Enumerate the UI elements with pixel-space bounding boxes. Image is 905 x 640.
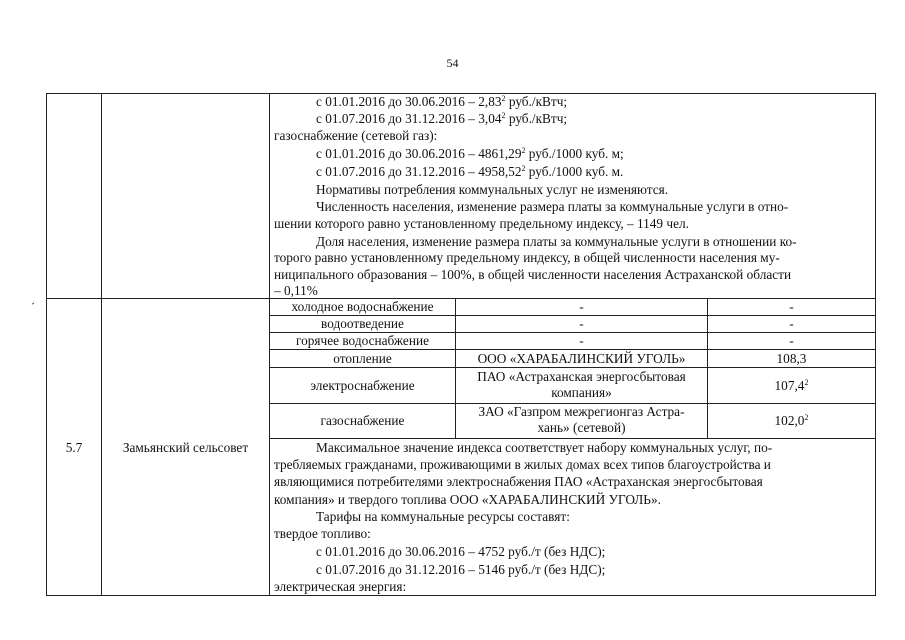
supplier-name: ПАО «Астраханская энергосбытовая компания»: [477, 369, 686, 400]
service-name: холодное водоснабжение: [291, 299, 434, 314]
row-number: 5.7: [65, 440, 83, 455]
solid-fuel-tariff-2: с 01.07.2016 до 31.12.2016 – 5146 руб./т (без НДС);: [316, 562, 606, 577]
gas-heading: газоснабжение (сетевой газ):: [274, 128, 438, 143]
subtable-row-6: [269, 438, 876, 439]
table-border-bottom: [46, 595, 876, 596]
supplier-name: -: [579, 333, 584, 348]
electric-tariff-line-2: с 01.07.2016 до 31.12.2016 – 3,04$^2$ руб./кВтч;: [316, 111, 568, 126]
share-text-3: ниципального образования – 100%, в общей численности населения Астраханской области: [274, 267, 792, 282]
service-name: газоснабжение: [320, 413, 405, 428]
max-index-text-2: требляемых гражданами, проживающими в жилых домах всех типов благоустройства и: [274, 457, 771, 472]
gas-tariff-line-2: с 01.07.2016 до 31.12.2016 – 4958,52$^2$ руб./1000 куб. м.: [316, 164, 624, 179]
share-text-4: – 0,11%: [274, 283, 318, 298]
index-value: 108,3: [776, 351, 807, 366]
supplier-name: -: [579, 316, 584, 331]
index-value: -: [789, 316, 794, 331]
service-name: отопление: [333, 351, 392, 366]
norms-text: Нормативы потребления коммунальных услуг не изменяются.: [316, 182, 669, 197]
electric-heading: электрическая энергия:: [274, 579, 407, 594]
population-text-2: шении которого равно установленному предельному индексу, – 1149 чел.: [274, 216, 689, 231]
population-text-1: Численность населения, изменение размера платы за коммунальные услуги в отно-: [316, 199, 789, 214]
index-value: 107,4$^2$: [774, 378, 809, 393]
supplier-name: ЗАО «Газпром межрегионгаз Астра-хань» (сетевой): [478, 404, 685, 435]
service-name: горячее водоснабжение: [296, 333, 429, 348]
index-value: 102,0$^2$: [774, 413, 809, 428]
page-number: 54: [446, 56, 459, 70]
supplier-name: ООО «ХАРАБАЛИНСКИЙ УГОЛЬ»: [477, 351, 686, 366]
subtable-row-3: [269, 349, 876, 350]
margin-mark: ´: [31, 300, 35, 314]
tariffs-heading: Тарифы на коммунальные ресурсы составят:: [316, 509, 570, 524]
service-name: водоотведение: [321, 316, 404, 331]
tariff-table: [46, 93, 876, 596]
subtable-row-4: [269, 367, 876, 368]
share-text-2: торого равно установленному предельному индексу, в общей численности населения му-: [274, 250, 780, 265]
max-index-text-1: Максимальное значение индекса соответствует набору коммунальных услуг, по-: [316, 440, 773, 455]
table-border-left: [46, 93, 47, 596]
supplier-name: -: [579, 299, 584, 314]
index-value: -: [789, 299, 794, 314]
electric-tariff-line-1: с 01.01.2016 до 30.06.2016 – 2,83$^2$ руб./кВтч;: [316, 94, 568, 109]
municipality-name: Замьянский сельсовет: [122, 440, 249, 455]
gas-tariff-line-1: с 01.01.2016 до 30.06.2016 – 4861,29$^2$ руб./1000 куб. м;: [316, 146, 624, 161]
share-text-1: Доля населения, изменение размера платы за коммунальные услуги в отношении ко-: [316, 234, 797, 249]
solid-fuel-heading: твердое топливо:: [274, 526, 371, 541]
max-index-text-3: являющимися потребителями электроснабжения ПАО «Астраханская энергосбытовая: [274, 474, 763, 489]
max-index-text-4: компания» и твердого топлива ООО «ХАРАБАЛИНСКИЙ УГОЛЬ».: [274, 492, 661, 507]
service-name: электроснабжение: [310, 378, 415, 393]
solid-fuel-tariff-1: с 01.01.2016 до 30.06.2016 – 4752 руб./т (без НДС);: [316, 544, 606, 559]
col-separator-1: [101, 93, 102, 596]
index-value: -: [789, 333, 794, 348]
table-border-right: [875, 93, 876, 596]
